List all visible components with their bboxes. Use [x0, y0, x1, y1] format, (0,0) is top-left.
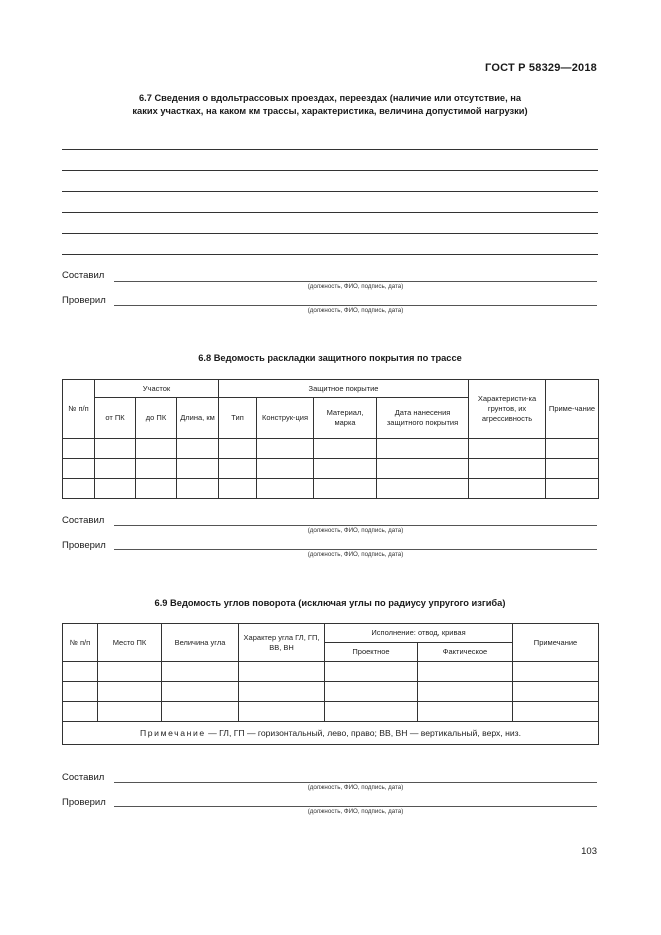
section-6-7-title-line2: каких участках, на каком км трассы, характеристика, величина допустимой нагрузки) [132, 106, 528, 116]
col-header-to: до ПК [136, 398, 177, 439]
col-header-character: Характер угла ГЛ, ГП, ВВ, ВН [239, 624, 325, 662]
checked-by-line [114, 806, 597, 807]
fill-line [62, 191, 598, 192]
table-row [63, 702, 599, 722]
fill-line [62, 170, 598, 171]
note-prefix: Примечание [140, 728, 206, 738]
table-row [63, 662, 599, 682]
col-header-material: Материал, марка [314, 398, 377, 439]
col-header-date: Дата нанесения защитного покрытия [377, 398, 469, 439]
compiled-by-label: Составил [62, 772, 105, 783]
table-row [63, 479, 599, 499]
table-row [63, 682, 599, 702]
compiled-by-label: Составил [62, 270, 105, 281]
turning-angles-table [62, 623, 599, 745]
section-6-8-title: 6.8 Ведомость раскладки защитного покрытия по трассе [198, 353, 462, 363]
col-header-note: Приме-чание [546, 380, 599, 439]
signature-hint: (должность, ФИО, подпись, дата) [307, 551, 404, 558]
group-header-coating: Защитное покрытие [219, 380, 469, 398]
signature-hint: (должность, ФИО, подпись, дата) [307, 307, 404, 314]
col-header-note: Примечание [513, 624, 599, 662]
col-header-design: Конструк-ция [257, 398, 314, 439]
checked-by-label: Проверил [62, 540, 106, 551]
section-6-7-title [62, 92, 598, 118]
col-header-type: Тип [219, 398, 257, 439]
compiled-by-line [114, 281, 597, 282]
fill-line [62, 254, 598, 255]
table-row [63, 439, 599, 459]
section-6-7-title-line1: 6.7 Сведения о вдольтрассовых проездах, переездах (наличие или отсутствие, на [138, 93, 522, 103]
col-header-soil: Характеристи-ка грунтов, их агрессивность [469, 380, 546, 439]
signature-hint: (должность, ФИО, подпись, дата) [307, 527, 404, 534]
col-header-angle: Величина угла [162, 624, 239, 662]
col-header-num: № п/п [63, 624, 98, 662]
checked-by-line [114, 305, 597, 306]
compiled-by-line [114, 782, 597, 783]
col-header-place: Место ПК [98, 624, 162, 662]
note-text: — ГЛ, ГП — горизонтальный, лево, право; ВВ, ВН — вертикальный, верх, низ. [205, 728, 521, 738]
page-number: 103 [581, 846, 597, 857]
group-header-section: Участок [95, 380, 219, 398]
section-6-9-title: 6.9 Ведомость углов поворота (исключая углы по радиусу упругого изгиба) [154, 598, 506, 608]
signature-hint: (должность, ФИО, подпись, дата) [307, 784, 404, 791]
checked-by-label: Проверил [62, 295, 106, 306]
compiled-by-line [114, 525, 597, 526]
col-header-num: № п/п [63, 380, 95, 439]
coating-layout-table [62, 379, 599, 499]
compiled-by-label: Составил [62, 515, 105, 526]
group-header-execution: Исполнение: отвод, кривая [325, 624, 513, 643]
fill-line [62, 212, 598, 213]
checked-by-label: Проверил [62, 797, 106, 808]
document-standard-number: ГОСТ Р 58329—2018 [485, 62, 597, 74]
col-header-design: Проектное [325, 643, 418, 662]
table-row [63, 459, 599, 479]
col-header-from: от ПК [95, 398, 136, 439]
signature-hint: (должность, ФИО, подпись, дата) [307, 808, 404, 815]
fill-line [62, 233, 598, 234]
col-header-length: Длина, км [177, 398, 219, 439]
signature-hint: (должность, ФИО, подпись, дата) [307, 283, 404, 290]
table-footnote [63, 722, 599, 745]
checked-by-line [114, 549, 597, 550]
fill-line [62, 149, 598, 150]
col-header-actual: Фактическое [418, 643, 513, 662]
